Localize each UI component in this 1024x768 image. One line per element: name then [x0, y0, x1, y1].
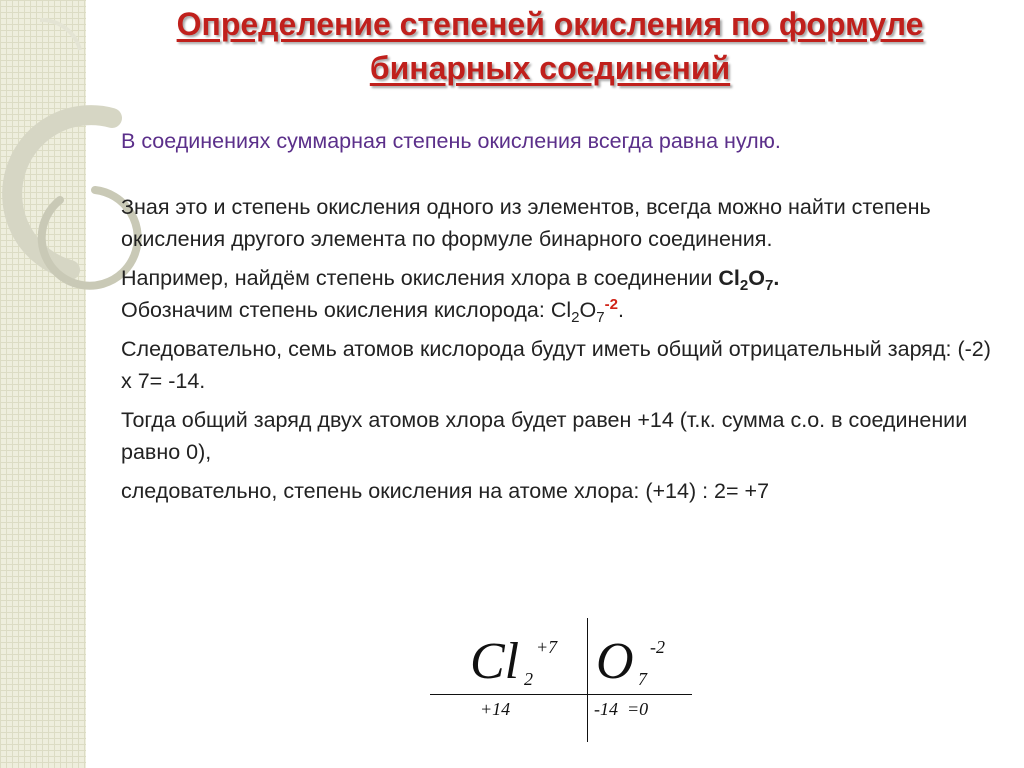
formula-period: . [773, 266, 780, 290]
diagram-cl-symbol: Cl [470, 633, 520, 690]
paragraph-oxygen-charge: Следовательно, семь атомов кислорода будут иметь общий отрицательный заряд: (-2) х 7= -14. [121, 337, 991, 393]
paragraph-conclusion: следовательно, степень окисления на атоме хлора: (+14) : 2= +7 [121, 479, 770, 503]
slide-body [121, 125, 1001, 507]
diagram-horizontal-line [430, 694, 692, 695]
title-line-1: Определение степеней окисления по формуле [176, 6, 924, 42]
diagram-vertical-line [587, 618, 588, 742]
formula2-o-subscript: 7 [596, 309, 605, 326]
diagram-cl-oxidation-state: +7 [536, 637, 558, 657]
diagram-o-subscript: 7 [638, 669, 647, 689]
formula2-period: . [618, 298, 624, 322]
diagram-cl-total-charge: +14 [480, 699, 511, 719]
oxidation-state-diagram [430, 618, 692, 742]
oxidation-state-superscript: -2 [604, 296, 619, 313]
formula2-cl: Cl [550, 298, 572, 322]
formula-cl2o7-oxidation [550, 296, 624, 326]
formula2-cl-subscript: 2 [571, 309, 580, 326]
formula-cl2o7 [718, 266, 780, 294]
paragraph-example [121, 262, 1001, 326]
example-text: Например, найдём степень окисления хлора в соединении [121, 266, 719, 290]
paragraph-chlorine-charge: Тогда общий заряд двух атомов хлора будет равен +14 (т.к. сумма с.о. в соединении равно 0), [121, 408, 968, 464]
diagram-o-total-charge: -14 =0 [594, 699, 649, 719]
diagram-o-oxidation-state: -2 [650, 637, 665, 657]
title-line-2: бинарных соединений [369, 50, 731, 86]
paragraph-rule: В соединениях суммарная степень окисления всегда равна нулю. [121, 129, 781, 153]
formula-cl: Cl [718, 266, 740, 290]
diagram-o-symbol: O [596, 633, 634, 690]
paragraph-intro: Зная это и степень окисления одного из элементов, всегда можно найти степень окисления другого элемента по формуле бинарного соединения. [121, 195, 931, 251]
diagram-cl-subscript: 2 [524, 669, 533, 689]
slide-title [70, 2, 1024, 90]
formula-o: O [748, 266, 765, 290]
oxygen-state-text: Обозначим степень окисления кислорода: [121, 298, 551, 322]
formula2-o: O [579, 298, 597, 322]
formula-o-subscript: 7 [765, 277, 774, 294]
formula-cl-subscript: 2 [739, 277, 749, 294]
